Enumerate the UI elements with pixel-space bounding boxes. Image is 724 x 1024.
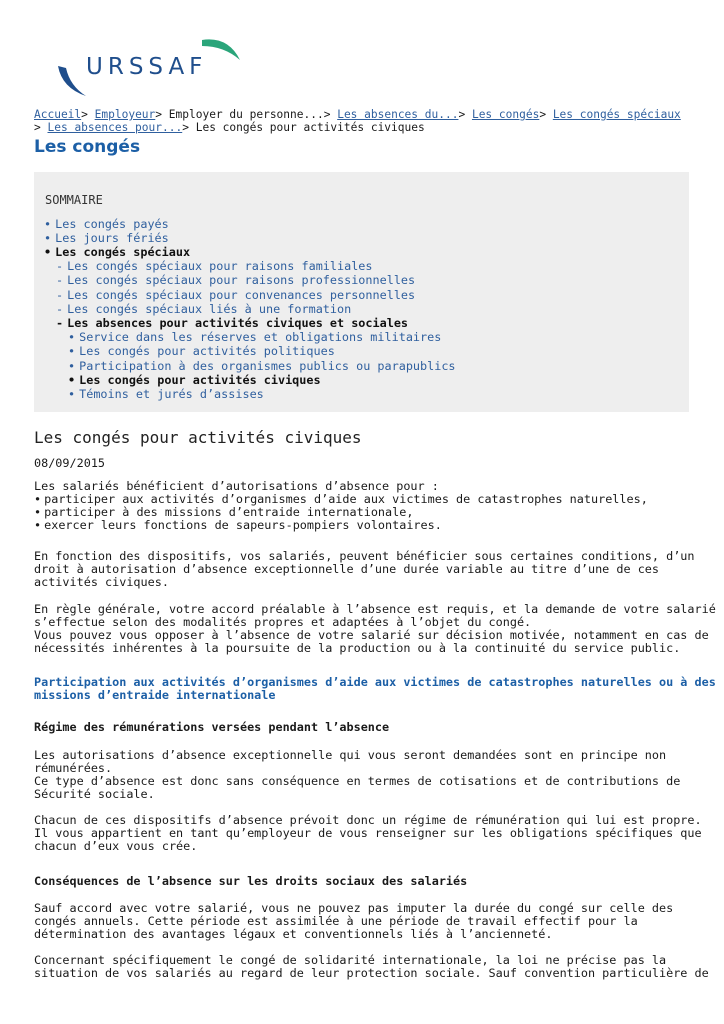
subsection-2-paragraph-2 [34,953,709,980]
page-title: Les congés [34,137,141,157]
text-line: Il vous appartient en tant qu’employeur de vous renseigner sur les obligations spécifiques que [34,826,702,840]
dash-icon: - [56,316,64,330]
text-line: s’effectue selon des modalités propres et adaptées à l’objet du congé. [34,615,532,629]
text-line: activités civiques. [34,575,169,589]
breadcrumb-separator: > [155,108,163,121]
breadcrumb-link-absences[interactable]: Les absences du... [337,108,459,121]
list-item [34,519,694,532]
bullet-icon: • [34,518,42,532]
subsection-2-paragraph-1 [34,902,694,941]
list-item-text: participer à des missions d’entraide internationale, [44,505,414,519]
bullet-icon: • [44,245,52,259]
toc-item-label: Les congés payés [55,217,169,231]
toc-item-reserves-militaires[interactable] [68,330,441,344]
bullet-icon: • [34,492,42,506]
toc-item-raisons-professionnelles[interactable] [56,273,415,287]
toc-item-label: Les congés pour activités politiques [79,344,335,358]
article-heading: Les congés pour activités civiques [34,428,362,447]
bullet-icon: • [68,344,76,358]
text-line: chacun d’eux vous crée. [34,839,198,853]
subsection-title-remunerations: Régime des rémunérations versées pendant l’absence [34,720,390,734]
article-date: 08/09/2015 [34,456,106,470]
list-item-text: exercer leurs fonctions de sapeurs-pompiers volontaires. [44,518,442,532]
breadcrumb-link-conges-speciaux[interactable]: Les congés spéciaux [552,108,681,121]
bullet-icon: • [68,387,76,401]
section-title [34,675,716,702]
bullet-icon: • [68,330,76,344]
text-line: En règle générale, votre accord préalable à l’absence est requis, et la demande de votre salarié [34,602,716,616]
toc-item-activites-civiques-sociales[interactable] [56,316,408,330]
breadcrumb-link-absences-pour[interactable]: Les absences pour... [47,121,183,134]
breadcrumb-text-employer: Employer du personne... [168,108,324,121]
toc-item-label: Les congés spéciaux pour raisons professionnelles [67,273,416,287]
toc-item-conges-payes[interactable] [44,217,169,231]
toc-item-convenances-personnelles[interactable] [56,288,415,302]
toc-item-temoins-jures[interactable] [68,387,264,401]
breadcrumb-link-conges[interactable]: Les congés [471,108,540,121]
toc-item-raisons-familiales[interactable] [56,259,373,273]
toc-item-label: Les congés spéciaux pour convenances personnelles [67,288,416,302]
text-line: détermination des avantages légaux et conventionnels liés à l’ancienneté. [34,927,553,941]
dash-icon: - [56,273,64,287]
text-line: nécessités inhérentes à la poursuite de la production ou à la continuité du service public. [34,641,681,655]
breadcrumb-separator: > [539,108,547,121]
toc-item-jours-feries[interactable] [44,231,169,245]
sommaire-panel [34,172,689,412]
toc-item-conges-speciaux[interactable] [44,245,190,259]
toc-item-label: Les congés spéciaux pour raisons familiales [67,259,373,273]
text-line: Ce type d’absence est donc sans conséquence en termes de cotisations et de contributions de [34,774,681,788]
dash-icon: - [56,302,64,316]
bullet-icon: • [44,217,52,231]
text-line: droit à autorisation d’absence exceptionnelle d’une durée variable au titre d’une de ces [34,562,660,576]
list-item-text: participer aux activités d’organismes d’aide aux victimes de catastrophes naturelles, [44,492,648,506]
breadcrumb-separator: > [34,121,41,134]
text-line: Sauf accord avec votre salarié, vous ne pouvez pas imputer la durée du congé sur celle des [34,901,674,915]
article-paragraph-2 [34,602,716,655]
breadcrumb-current: Les congés pour activités civiques [195,121,425,134]
toc-item-activites-civiques[interactable] [68,373,321,387]
toc-item-organismes-publics[interactable] [68,359,456,373]
breadcrumb-separator: > [323,108,331,121]
toc-item-formation[interactable] [56,302,351,316]
toc-item-label: Service dans les réserves et obligations militaires [79,330,442,344]
text-line: Vous pouvez vous opposer à l’absence de votre salarié sur décision motivée, notamment en cas de [34,628,709,642]
text-line: Sécurité sociale. [34,787,155,801]
breadcrumb [34,108,694,134]
toc-item-label: Les congés spéciaux [55,245,191,259]
text-line: situation de vos salariés au regard de leur protection sociale. Sauf convention particulière de [34,966,709,980]
toc-item-label: Participation à des organismes publics ou parapublics [79,359,456,373]
text-line: Participation aux activités d’organismes d’aide aux victimes de catastrophes naturelles ou à des [34,675,716,689]
subsection-1-paragraph-1 [34,749,694,801]
breadcrumb-link-employeur[interactable]: Employeur [94,108,156,121]
text-line: missions d’entraide internationale [34,688,276,702]
toc-item-label: Témoins et jurés d’assises [79,387,264,401]
toc-item-label: Les absences pour activités civiques et sociales [67,316,409,330]
article-intro-block [34,480,694,532]
article-paragraph-1 [34,550,694,589]
dash-icon: - [56,288,64,302]
breadcrumb-separator: > [458,108,466,121]
text-line: Concernant spécifiquement le congé de solidarité internationale, la loi ne précise pas la [34,953,667,967]
bullet-icon: • [68,359,76,373]
toc-item-activites-politiques[interactable] [68,344,335,358]
toc-item-label: Les congés pour activités civiques [79,373,321,387]
text-line: congés annuels. Cette période est assimilée à une période de travail effectif pour la [34,914,638,928]
article-intro: Les salariés bénéficient d’autorisations d’absence pour : [34,479,439,493]
toc-item-label: Les jours fériés [55,231,169,245]
bullet-icon: • [68,373,76,387]
breadcrumb-separator: > [81,108,88,121]
sommaire-title: SOMMAIRE [45,193,103,207]
toc-item-label: Les congés spéciaux liés à une formation [67,302,352,316]
breadcrumb-separator: > [182,121,189,134]
subsection-title-droits-sociaux: Conséquences de l’absence sur les droits sociaux des salariés [34,874,468,888]
text-line: rémunérées. [34,761,113,775]
dash-icon: - [56,259,64,273]
breadcrumb-link-accueil[interactable]: Accueil [34,108,82,121]
text-line: En fonction des dispositifs, vos salariés, peuvent bénéficier sous certaines conditions, d’un [34,549,695,563]
bullet-icon: • [44,231,52,245]
subsection-1-paragraph-2 [34,813,702,853]
logo-wordmark: URSSAF [86,54,208,80]
bullet-icon: • [34,505,42,519]
text-line: Les autorisations d’absence exceptionnelle qui vous seront demandées sont en principe non [34,748,667,762]
text-line: Chacun de ces dispositifs d’absence prévoit donc un régime de rémunération qui lui est propre. [34,813,702,827]
